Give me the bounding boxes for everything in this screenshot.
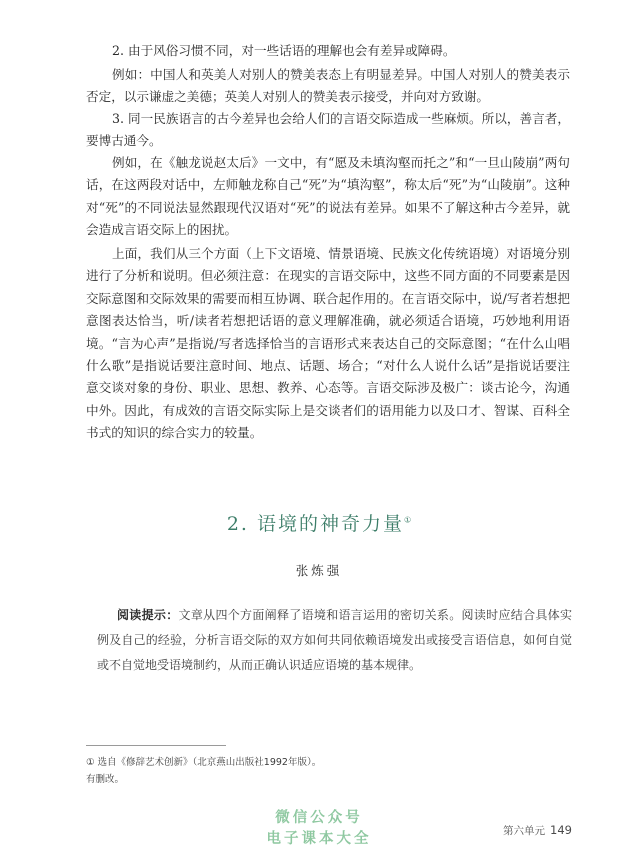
section-title — [0, 509, 638, 536]
footnote-mark[interactable]: ① — [404, 515, 412, 525]
page-footer — [503, 823, 572, 838]
author-name: 张炼强 — [295, 563, 343, 578]
paragraph-praise-example: 例如：中国人和英美人对别人的赞美表态上有明显差异。中国人对别人的赞美表示否定，以示谦虚之美德；英美人对别人的赞美表示接受，并向对方致谢。 — [86, 67, 570, 105]
paragraph-customs: 2. 由于风俗习惯不同，对一些话语的理解也会有差异或障碍。 — [112, 43, 456, 58]
paragraph-chulong-example: 例如，在《触龙说赵太后》一文中，有“愿及未填沟壑而托之”和“一旦山陵崩”两句话，在这两段对话中，左师触龙称自己“死”为“填沟壑”，称太后“死”为“山陵崩”。这种对“死”的不同说法显然跟现代汉语对“死”的说法有差异。如果不了解这种古今差异，就会造成言语交际上的困扰。 — [86, 155, 570, 238]
reading-tips-label: 阅读提示： — [117, 608, 179, 622]
unit-label: 第六单元 — [503, 825, 546, 837]
page-number: 149 — [550, 823, 572, 837]
watermark-line-2: 电子课本大全 — [266, 831, 372, 847]
footnote-note: 有删改。 — [86, 774, 125, 785]
paragraph-ancient-modern: 3. 同一民族语言的古今差异也会给人们的言语交际造成一些麻烦。所以，善言者，要博古通今。 — [86, 111, 570, 149]
watermark-line-1: 微信公众号 — [275, 810, 363, 826]
paragraph-summary: 上面，我们从三个方面（上下文语境、情景语境、民族文化传统语境）对语境分别进行了分析和说明。但必须注意：在现实的言语交际中，这些不同方面的不同要素是因交际意图和交际效果的需要而相互协调、联合起作用的。在言语交际中，说/写者若想把意图表达恰当，听/读者若想把话语的意义理解准确，就必须适合语境，巧妙地利用语境。“言为心声”是指说/写者选择恰当的言语形式来表达自己的交际意图；“在什么山唱什么歌”是指说话要注意时间、地点、话题、场合；“对什么人说什么话”是指说话要注意交谈对象的身份、职业、思想、教养、心态等。言语交际涉及极广：谈古论今，沟通中外。因此，有成效的言语交际实际上是交谈者们的语用能力以及口才、智谋、百科全书式的知识的综合实力的较量。 — [86, 246, 570, 441]
reading-tips-text: 文章从四个方面阐释了语境和语言运用的密切关系。阅读时应结合具体实例及自己的经验，分析言语交际的双方如何共同依赖语境发出或接受言语信息，如何自觉或不自觉地受语境制约，从而正确认识适应语境的基本规律。 — [97, 608, 572, 672]
reading-tips — [97, 603, 572, 678]
footnote-source: ① 选自《修辞艺术创新》（北京燕山出版社1992年版）。 — [86, 757, 322, 768]
section-title-text: 2. 语境的神奇力量 — [226, 513, 404, 535]
footnote-divider — [86, 745, 226, 746]
